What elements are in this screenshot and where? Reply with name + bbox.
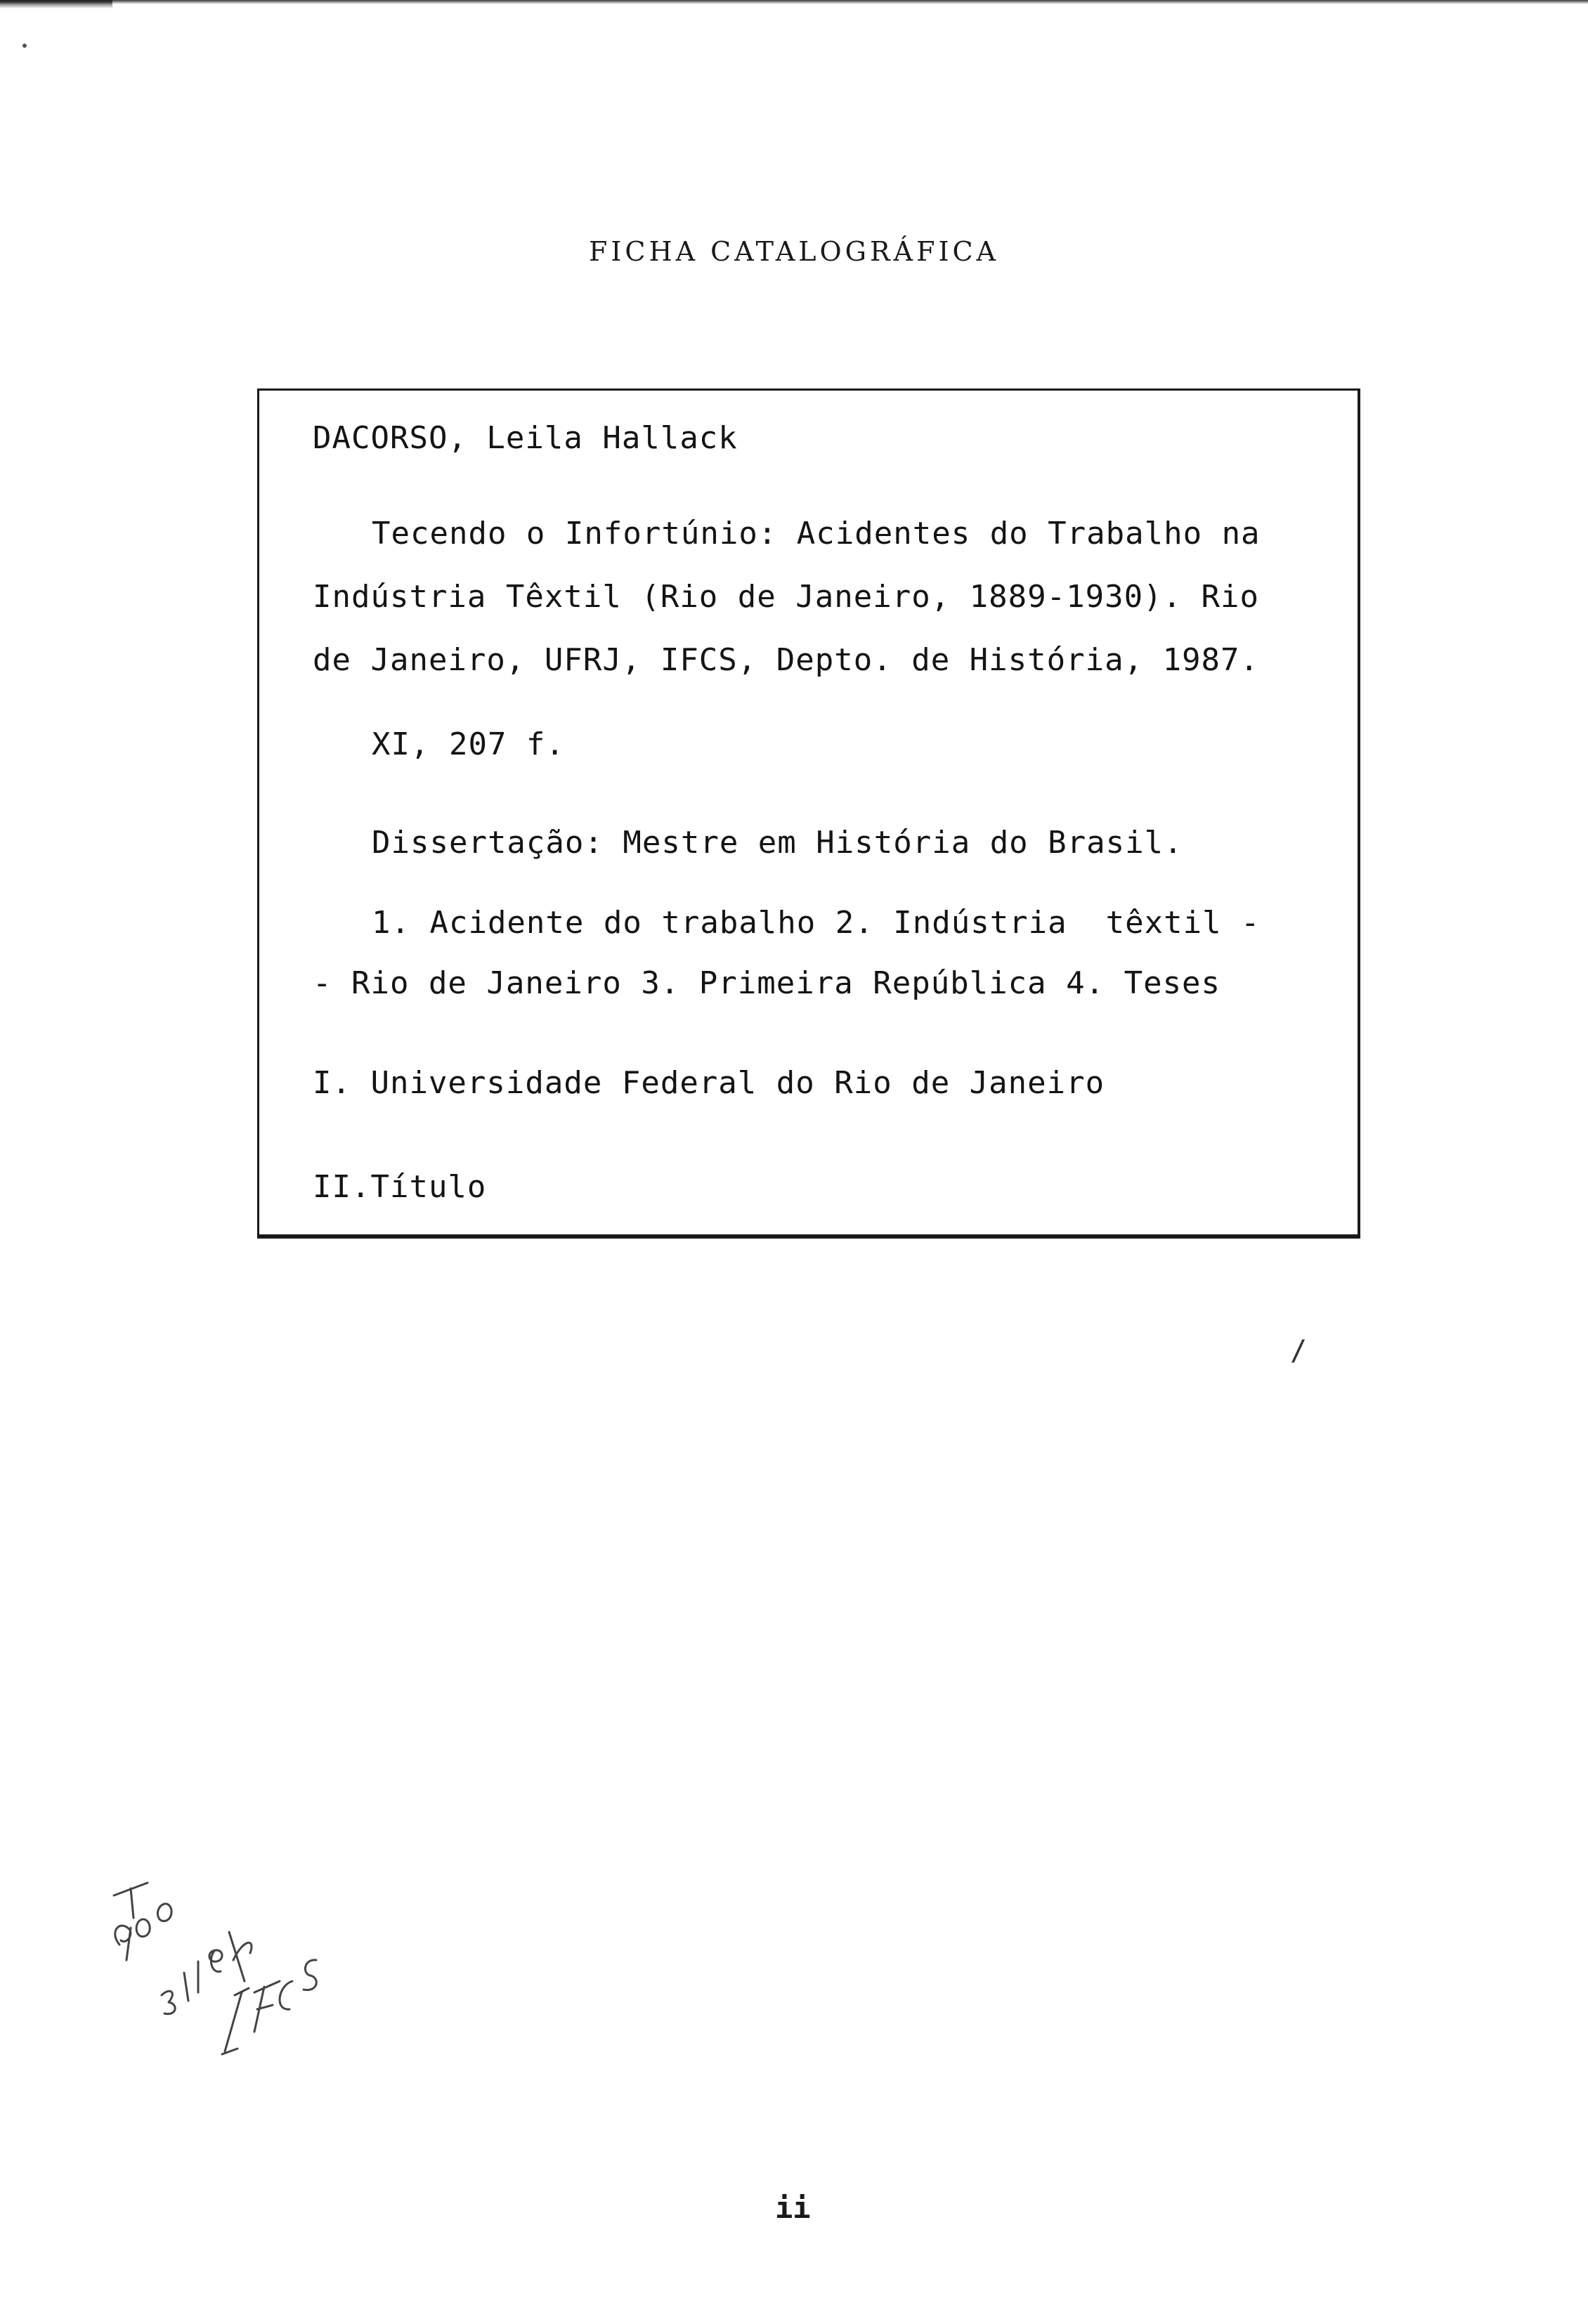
stray-pen-mark: / — [1290, 1335, 1308, 1367]
card-title-line-1: Tecendo o Infortúnio: Acidentes do Trabalho na — [372, 516, 1261, 551]
scan-top-edge-shadow — [0, 0, 112, 8]
card-title-line-2: Indústria Têxtil (Rio de Janeiro, 1889-1930). Rio — [313, 579, 1260, 615]
card-author: DACORSO, Leila Hallack — [313, 420, 738, 456]
card-title-line-3: de Janeiro, UFRJ, IFCS, Depto. de História, 1987. — [313, 642, 1260, 678]
page-number: ii — [775, 2191, 811, 2225]
handwritten-call-number — [105, 1855, 330, 2087]
card-added-entry-1: I. Universidade Federal do Rio de Janeiro — [313, 1065, 1105, 1101]
card-subjects-line-1: 1. Acidente do trabalho 2. Indústria têxtil - — [372, 905, 1261, 941]
card-subjects-line-2: - Rio de Janeiro 3. Primeira República 4. Teses — [313, 965, 1221, 1001]
card-added-entry-2: II.Título — [313, 1169, 487, 1205]
card-dissertation: Dissertação: Mestre em História do Brasil. — [372, 825, 1183, 861]
card-extent: XI, 207 f. — [372, 726, 565, 762]
scan-speck — [22, 44, 27, 48]
page-heading: FICHA CATALOGRÁFICA — [589, 236, 999, 267]
scan-top-edge — [0, 0, 1588, 4]
catalog-card — [257, 389, 1360, 1239]
